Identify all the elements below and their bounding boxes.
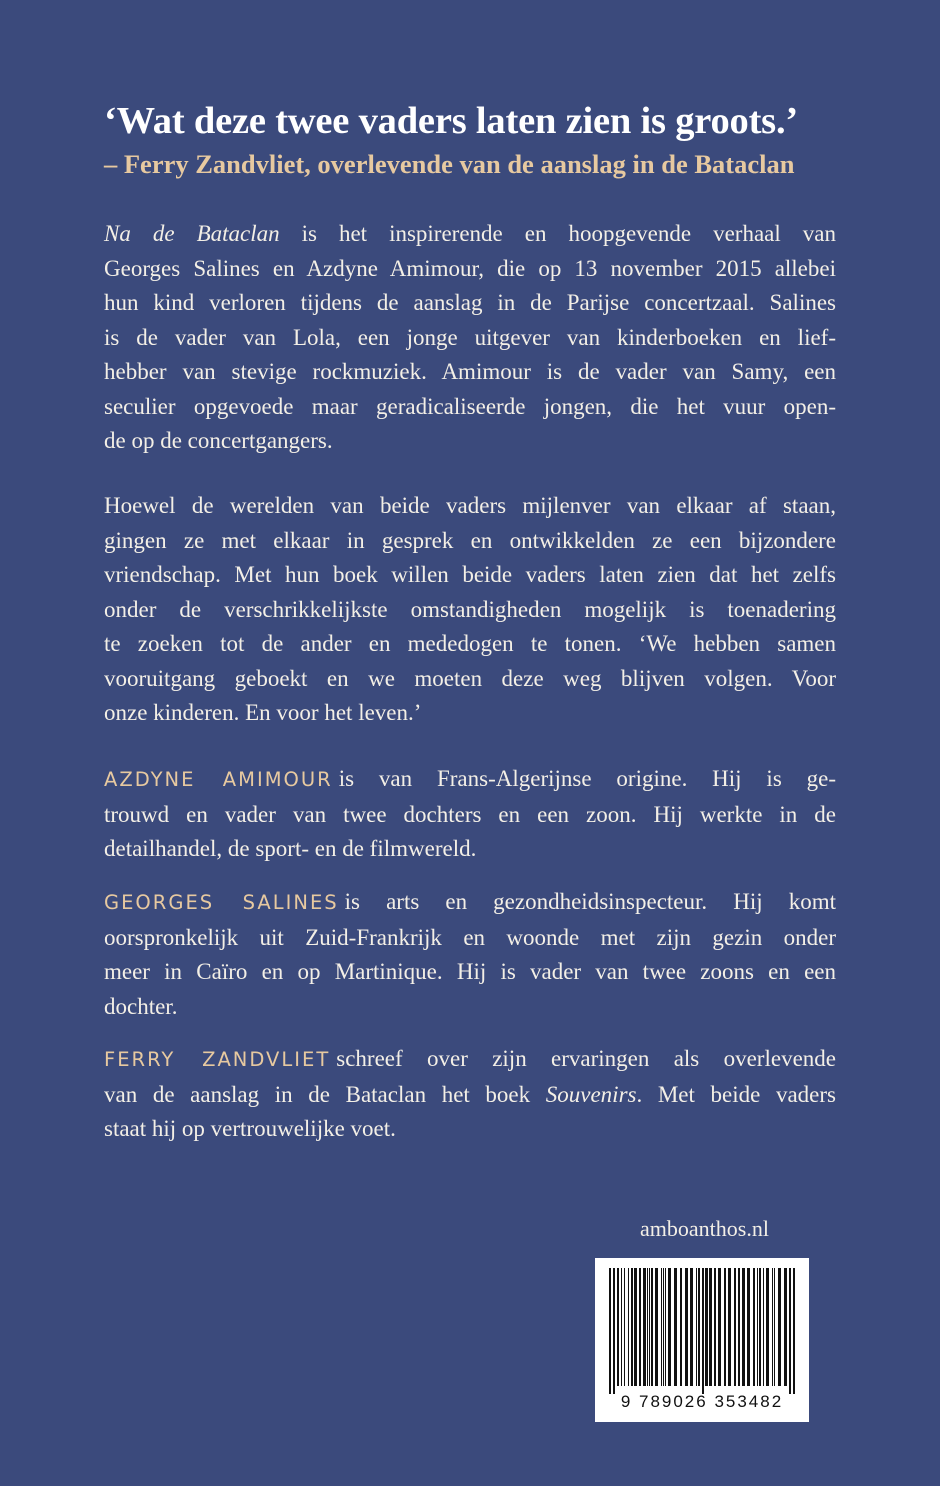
barcode-bar <box>789 1268 791 1394</box>
barcode-bar <box>639 1268 641 1386</box>
bio-salines-line-1: GEORGES SALINES is arts en gezondheidsinspecteur. Hij komt <box>104 889 836 914</box>
blurb-2-line-2: gingen ze met elkaar in gesprek en ontwikkelden ze een bijzondere <box>104 527 836 553</box>
barcode-bar <box>698 1268 700 1386</box>
barcode-bar <box>663 1268 664 1386</box>
barcode-bar <box>766 1268 769 1386</box>
blurb-2-line-7: onze kinderen. En voor het leven.’ <box>104 700 422 725</box>
blurb-2-line-6: vooruitgang geboekt en we moeten deze weg blijven volgen. Voor <box>104 665 836 691</box>
barcode-bar <box>685 1268 688 1386</box>
bio-amimour-line-3: detailhandel, de sport- en de filmwereld. <box>104 836 477 861</box>
blurb-paragraph-1 <box>104 217 836 459</box>
barcode-bar <box>724 1268 726 1386</box>
blurb-2-line-3: vriendschap. Met hun boek willen beide vaders laten zien dat het zelfs <box>104 562 836 587</box>
author-name-salines: GEORGES SALINES <box>104 891 339 914</box>
book-title-souvenirs: Souvenirs <box>545 1081 637 1107</box>
bio-salines-line-2: oorspronkelijk uit Zuid-Frankrijk en woonde met zijn gezin onder <box>104 924 836 950</box>
isbn-barcode <box>595 1258 809 1422</box>
bio-salines-line-3: meer in Caïro en op Martinique. Hij is vader van twee zoons en een <box>104 959 836 984</box>
barcode-bar <box>651 1268 653 1386</box>
barcode-bar <box>763 1268 764 1386</box>
barcode-bar <box>757 1268 758 1386</box>
barcode-bar <box>718 1268 721 1386</box>
book-title: Na de Bataclan <box>104 221 280 246</box>
blurb-1-line-5: hebber van stevige rockmuziek. Amimour is de vader van Samy, een <box>104 359 836 384</box>
bio-zandvliet-line-1: FERRY ZANDVLIET schreef over zijn ervaringen als overlevende <box>104 1046 836 1071</box>
barcode-bar <box>647 1268 648 1386</box>
bio-amimour <box>104 762 836 867</box>
barcode-bar <box>728 1268 731 1386</box>
author-name-amimour: AZDYNE AMIMOUR <box>104 768 333 791</box>
author-name-zandvliet: FERRY ZANDVLIET <box>104 1048 331 1071</box>
bio-amimour-line-1: AZDYNE AMIMOUR is van Frans-Algerijnse origine. Hij is ge- <box>104 766 837 791</box>
barcode-bar <box>655 1268 658 1386</box>
barcode-bar <box>631 1268 633 1386</box>
barcode-bar <box>696 1268 697 1386</box>
blurb-1-line-1: Na de Bataclan is het inspirerende en hoopgevende verhaal van <box>104 221 836 246</box>
barcode-bar <box>784 1268 787 1386</box>
barcode-bar <box>617 1268 619 1386</box>
barcode-bar <box>734 1268 736 1386</box>
barcode-bar <box>690 1268 693 1386</box>
barcode-bar <box>609 1268 611 1394</box>
barcode-bar <box>674 1268 677 1386</box>
bio-salines <box>104 885 836 1024</box>
barcode-bar <box>793 1268 795 1394</box>
barcode-bar <box>668 1268 671 1386</box>
publisher-website: amboanthos.nl <box>640 1216 769 1241</box>
barcode-bar <box>680 1268 682 1386</box>
barcode-bar <box>738 1268 740 1386</box>
barcode-bar <box>702 1268 704 1394</box>
barcode-bar <box>628 1268 629 1386</box>
blurb-2-line-4: onder de verschrikkelijkste omstandigheden mogelijk is toenadering <box>104 596 836 622</box>
blurb-1-line-2: Georges Salines en Azdyne Amimour, die op 13 november 2015 allebei <box>104 255 836 281</box>
barcode-bar <box>759 1268 761 1386</box>
bio-salines-line-4: dochter. <box>104 993 178 1019</box>
bio-zandvliet-line-3: staat hij op vertrouwelijke voet. <box>104 1116 396 1141</box>
barcode-bar <box>624 1268 625 1386</box>
barcode-bar <box>621 1268 622 1386</box>
barcode-bar <box>634 1268 637 1386</box>
blurb-1-line-7: de op de concertgangers. <box>104 428 333 453</box>
barcode-bar <box>753 1268 755 1386</box>
barcode-bar <box>661 1268 662 1386</box>
blurb-1-line-4: is de vader van Lola, een jonge uitgever van kinderboeken en lief- <box>104 324 836 350</box>
barcode-bar <box>714 1268 716 1386</box>
barcode-bar <box>643 1268 646 1386</box>
quote-attribution: – Ferry Zandvliet, overlevende van de aanslag in de Bataclan <box>104 149 795 179</box>
barcode-bar <box>774 1268 775 1386</box>
barcode-bar <box>649 1268 650 1386</box>
barcode-bar <box>709 1268 712 1386</box>
barcode-bar <box>742 1268 745 1386</box>
blurb-paragraph-2 <box>104 489 836 731</box>
barcode-bar <box>613 1268 615 1394</box>
barcode-bar <box>778 1268 781 1386</box>
blurb-1-line-3: hun kind verloren tijdens de aanslag in de Parijse concertzaal. Salines <box>104 290 836 315</box>
bio-amimour-line-2: trouwd en vader van twee dochters en een zoon. Hij werkte in de <box>104 801 836 827</box>
blurb-2-line-1: Hoewel de werelden van beide vaders mijlenver van elkaar af staan, <box>104 493 836 518</box>
bio-zandvliet <box>104 1042 836 1147</box>
barcode-bar <box>772 1268 773 1386</box>
headline-quote: ‘Wat deze twee vaders laten zien is groots.’ <box>104 100 799 142</box>
blurb-2-line-5: te zoeken tot de ander en mededogen te tonen. ‘We hebben samen <box>104 631 836 656</box>
barcode-bar <box>705 1268 708 1386</box>
isbn-number: 9 789026 353482 <box>620 1392 784 1411</box>
bio-zandvliet-line-2: van de aanslag in de Bataclan het boek Souvenirs. Met beide vaders <box>104 1081 836 1107</box>
barcode-bar <box>665 1268 666 1386</box>
blurb-1-line-6: seculier opgevoede maar geradicaliseerde jongen, die het vuur open- <box>104 393 836 419</box>
barcode-bar <box>747 1268 750 1386</box>
